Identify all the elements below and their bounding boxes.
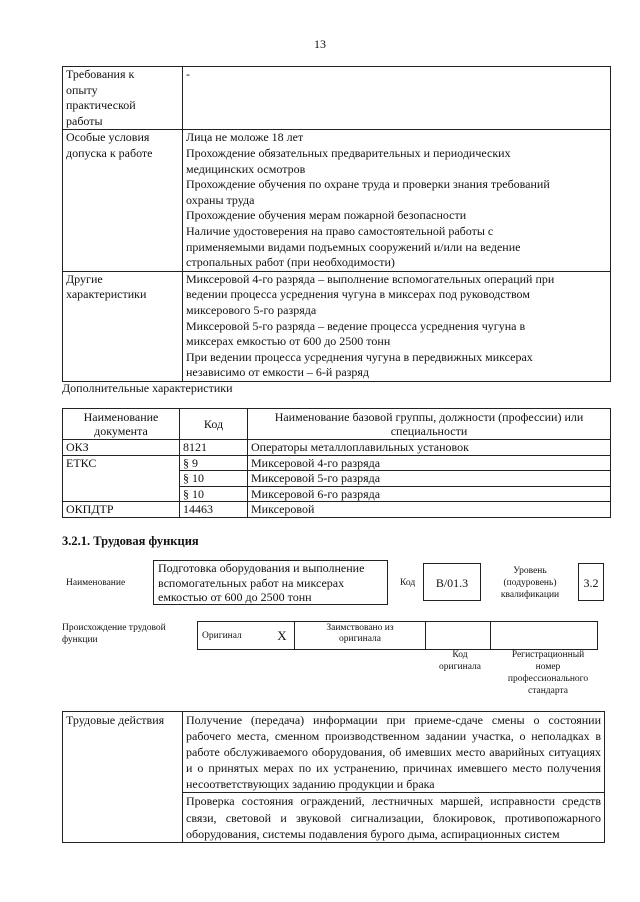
cell-doc: ОКЗ [63, 440, 180, 456]
qualification-level-label: Уровень (подуровень) квалификации [500, 566, 560, 600]
cell-code: § 9 [180, 455, 248, 471]
cell-doc: ОКПДТР [63, 502, 180, 518]
cell-name: Миксеровой 6-го разряда [248, 486, 611, 502]
header-group: Наименование базовой группы, должности (профессии) или специальности [248, 409, 611, 440]
page-number: 13 [314, 37, 326, 51]
cell-name: Миксеровой [248, 502, 611, 518]
labor-action: Получение (передача) информации при приеме-сдаче смены о состоянии рабочего места, сменном производственном задании участка, о неполадках в работе обслуживаемого оборудования, об имевших место аварийных ситуациях и о принятых мерах по их устранению, причинах имевшего место получения несоответствующих заданию продукции и брака [183, 712, 605, 793]
row-value-conditions: Лица не моложе 18 лет Прохождение обязательных предварительных и периодических медицинских осмотров Прохождение обучения по охране труда и проверки знания требований охраны труда Прохождение обучения мерам пожарной безопасности Наличие удостоверения на право самостоятельной работы с применяемыми видами подъемных сооружений и/или на ведение стропальных работ (при необходимости) [183, 130, 611, 271]
function-name-box: Подготовка оборудования и выполнение вспомогательных работ на миксерах емкостью от 600 до 2500 тонн [153, 560, 388, 605]
table-row [63, 67, 611, 130]
cell-code: § 10 [180, 486, 248, 502]
classification-table [62, 408, 611, 518]
registration-number-note: Регистрационный номер профессионального стандарта [507, 650, 589, 696]
header-doc-name: Наименование документа [63, 409, 180, 440]
borrowed-label: Заимствовано из оригинала [295, 622, 426, 650]
table-row [63, 455, 611, 471]
function-name-label: Наименование [66, 578, 126, 588]
table-row [63, 502, 611, 518]
origin-label: Происхождение трудовой функции [62, 623, 166, 645]
header-code: Код [180, 409, 248, 440]
labor-actions-label: Трудовые действия [63, 712, 183, 843]
section-heading: 3.2.1. Трудовая функция [62, 534, 199, 548]
row-label-other: Другие характеристики [63, 271, 183, 381]
table-row [63, 130, 611, 271]
origin-table [197, 621, 598, 650]
original-mark: X [270, 622, 295, 650]
additional-heading: Дополнительные характеристики [62, 381, 233, 395]
cell-doc: ЕТКС [63, 455, 180, 502]
labor-action: Проверка состояния ограждений, лестничных маршей, исправности средств связи, световой и звуковой сигнализации, блокировок, противопожарного оборудования, системы подавления бурого дыма, аспирационных систем [183, 793, 605, 842]
cell-code: 14463 [180, 502, 248, 518]
original-code-cell [426, 622, 491, 650]
row-value-other: Миксеровой 4-го разряда – выполнение вспомогательных операций при ведении процесса усреднения чугуна в миксерах под руководством миксерового 5-го разряда Миксеровой 5-го разряда – ведение процесса усреднения чугуна в миксерах емкостью от 600 до 2500 тонн При ведении процесса усреднения чугуна в передвижных миксерах независимо от емкости – 6-й разряд [183, 271, 611, 381]
table-row [63, 440, 611, 456]
requirements-table [62, 66, 611, 382]
cell-name: Операторы металлоплавильных установок [248, 440, 611, 456]
cell-name: Миксеровой 4-го разряда [248, 455, 611, 471]
row-value-experience: - [183, 67, 611, 130]
function-code-label: Код [400, 578, 416, 588]
row-label-experience: Требования к опыту практической работы [63, 67, 183, 130]
function-code-value: B/01.3 [423, 563, 481, 601]
cell-code: 8121 [180, 440, 248, 456]
table-row [63, 712, 605, 793]
labor-actions-table [62, 711, 605, 843]
original-label: Оригинал [198, 622, 271, 650]
original-code-note: Код оригинала [439, 650, 481, 672]
row-label-conditions: Особые условия допуска к работе [63, 130, 183, 271]
registration-number-cell [491, 622, 598, 650]
cell-code: § 10 [180, 471, 248, 487]
table-row [63, 271, 611, 381]
cell-name: Миксеровой 5-го разряда [248, 471, 611, 487]
table-row [198, 622, 598, 650]
table-header-row [63, 409, 611, 440]
qualification-level-value: 3.2 [578, 563, 604, 601]
